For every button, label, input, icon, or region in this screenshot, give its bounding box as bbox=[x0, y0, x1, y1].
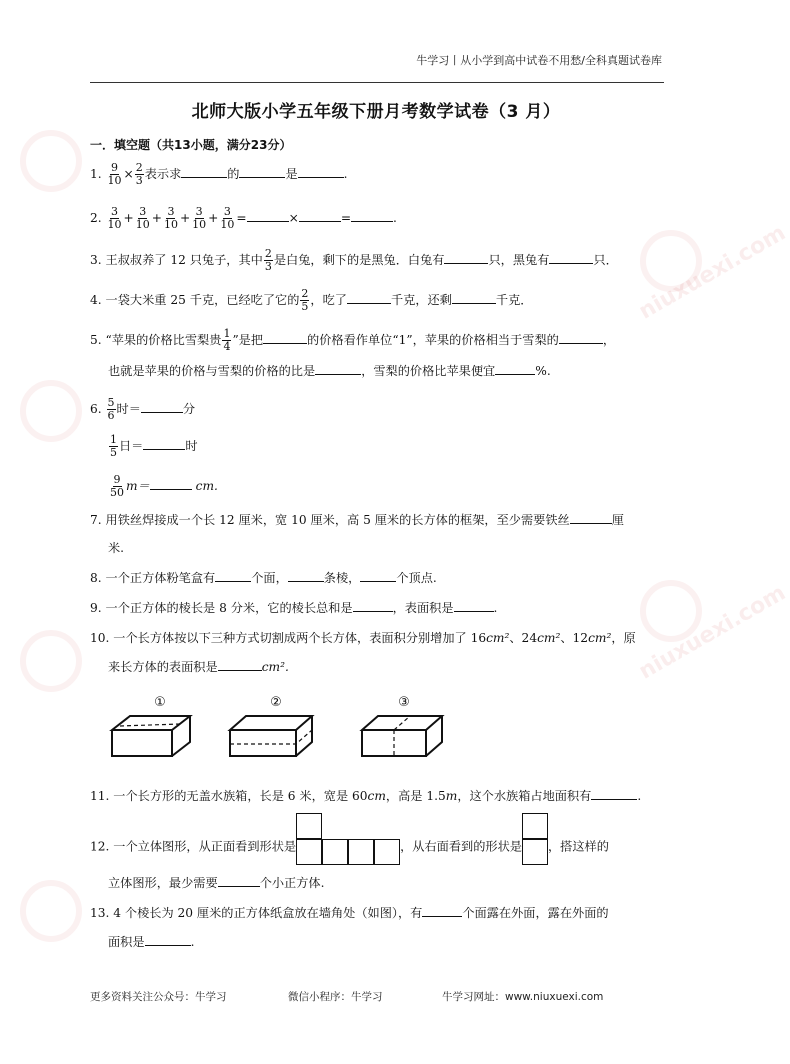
q2-end: . bbox=[393, 211, 397, 225]
answer-blank[interactable] bbox=[591, 787, 637, 800]
fraction: $\frac{2}{5}$ bbox=[301, 287, 309, 313]
q11-text-1: 一个长方形的无盖水族箱，长是 6 米，宽是 60 bbox=[113, 789, 368, 803]
q5-line2-text-3: %. bbox=[535, 364, 551, 378]
answer-blank[interactable] bbox=[218, 874, 260, 887]
watermark-text: niuxuexi.com bbox=[634, 580, 790, 685]
cutting-figure bbox=[106, 690, 446, 772]
answer-blank[interactable] bbox=[218, 658, 262, 671]
question-number: 10. bbox=[90, 631, 110, 645]
footer-wechat-account: 更多资料关注公众号：牛学习 bbox=[90, 991, 227, 1003]
question-6c bbox=[108, 474, 218, 499]
section-heading bbox=[90, 136, 291, 153]
box-2 bbox=[230, 695, 312, 756]
q6a-text: 时＝ bbox=[116, 402, 141, 416]
front-view-shape bbox=[296, 813, 400, 865]
q8-text-3: 条棱， bbox=[323, 571, 361, 585]
figure-label-2: ② bbox=[270, 695, 282, 710]
question-number: 9. bbox=[90, 601, 102, 615]
question-5-line-2 bbox=[108, 362, 551, 380]
shape-cell bbox=[374, 839, 400, 865]
question-12-line-2 bbox=[108, 874, 325, 892]
q6b-text: 日＝ bbox=[119, 439, 144, 453]
q9-text-1: 一个正方体的棱长是 8 分米，它的棱长总和是 bbox=[105, 601, 353, 615]
answer-blank[interactable] bbox=[288, 569, 324, 582]
q5-line2-text-2: ，雪梨的价格比苹果便宜 bbox=[361, 364, 496, 378]
question-number: 5. bbox=[90, 333, 102, 347]
q8-text-1: 一个正方体粉笔盒有 bbox=[105, 571, 216, 585]
footer-mini-program: 微信小程序：牛学习 bbox=[288, 991, 383, 1003]
answer-blank[interactable] bbox=[454, 599, 494, 612]
question-7-line-2 bbox=[108, 539, 124, 557]
answer-blank[interactable] bbox=[549, 251, 593, 264]
watermark-logo bbox=[640, 580, 702, 642]
watermark-logo bbox=[20, 630, 82, 692]
q1-end: . bbox=[343, 167, 348, 181]
answer-blank[interactable] bbox=[353, 599, 393, 612]
answer-blank[interactable] bbox=[444, 251, 488, 264]
question-number: 8. bbox=[90, 571, 102, 585]
shape-cell bbox=[322, 839, 348, 865]
fraction: $\frac{3}{10}$ bbox=[163, 205, 178, 231]
q8-text-4: 个顶点. bbox=[396, 571, 437, 585]
question-12 bbox=[90, 829, 609, 865]
question-number: 12. bbox=[90, 839, 110, 854]
fraction: $\frac{1}{5}$ bbox=[110, 433, 117, 459]
question-1 bbox=[90, 162, 348, 187]
q12-text-3: ，搭这样的 bbox=[547, 839, 609, 854]
answer-blank[interactable] bbox=[141, 400, 183, 413]
question-count: 13 bbox=[174, 138, 191, 152]
q13-text-2: 个面露在外面，露在外面的 bbox=[462, 906, 609, 920]
question-9 bbox=[90, 599, 497, 617]
section-score: 23 bbox=[250, 138, 268, 152]
q13-line2-text-2: . bbox=[190, 935, 195, 949]
page-header: 牛学习丨从小学到高中试卷不用愁/全科真题试卷库 bbox=[416, 54, 662, 67]
q3-text-3: 只，黑兔有 bbox=[488, 253, 550, 267]
footer-website: 牛学习网址：www.niuxuexi.com bbox=[442, 991, 604, 1003]
shape-cell bbox=[522, 839, 548, 865]
q3-text-4: 只． bbox=[593, 253, 618, 267]
figure-label-1: ① bbox=[154, 695, 166, 710]
q13-text-1: 4 个棱长为 20 厘米的正方体纸盒放在墙角处（如图），有 bbox=[113, 906, 423, 920]
fraction: $\frac{9}{50}$ bbox=[110, 473, 124, 499]
box-3 bbox=[362, 695, 442, 756]
q10-text-1: 一个长方体按以下三种方式切割成两个长方体，表面积分别增加了 16 bbox=[113, 631, 487, 645]
question-13-line-2 bbox=[108, 933, 194, 951]
fraction: $\frac{2}{3}$ bbox=[264, 247, 272, 273]
equals-sign: = bbox=[340, 211, 352, 225]
question-13 bbox=[90, 904, 609, 922]
q12-line2-text-1: 立体图形，最少需要 bbox=[108, 876, 218, 890]
q4-text-2: ，吃了 bbox=[310, 293, 347, 307]
answer-blank[interactable] bbox=[559, 331, 603, 344]
question-2 bbox=[90, 206, 397, 231]
section-end: 分） bbox=[267, 138, 292, 152]
answer-blank[interactable] bbox=[247, 209, 289, 222]
answer-blank[interactable] bbox=[347, 291, 391, 304]
fraction: $\frac{3}{10}$ bbox=[135, 205, 150, 231]
shape-cell bbox=[348, 839, 374, 865]
q3-text-2: 是白兔，剩下的是黑兔．白兔有 bbox=[273, 253, 445, 267]
figure-label-3: ③ bbox=[398, 695, 410, 710]
fraction: $\frac{5}{6}$ bbox=[107, 396, 115, 422]
times-sign: × bbox=[123, 167, 134, 181]
q7-text-2: 厘 bbox=[611, 513, 624, 527]
answer-blank[interactable] bbox=[215, 569, 251, 582]
q9-text-2: ，表面积是 bbox=[392, 601, 454, 615]
q1-text-3: 是 bbox=[285, 167, 298, 181]
answer-blank[interactable] bbox=[570, 511, 612, 524]
section-label: 一．填空题（共 bbox=[90, 138, 175, 152]
shape-cell bbox=[296, 839, 322, 865]
q10-text-4: ，原 bbox=[611, 631, 636, 645]
watermark-logo bbox=[20, 880, 82, 942]
q6a-unit: 分 bbox=[182, 402, 196, 416]
answer-blank[interactable] bbox=[181, 165, 227, 178]
q9-text-3: . bbox=[493, 601, 498, 615]
question-number: 3. bbox=[90, 253, 102, 267]
fraction: $\frac{3}{10}$ bbox=[107, 205, 122, 231]
question-number: 11. bbox=[90, 789, 110, 803]
question-number: 4. bbox=[90, 293, 102, 307]
fraction: $\frac{2}{3}$ bbox=[135, 161, 143, 187]
q12-text-1: 一个立体图形，从正面看到形状是 bbox=[113, 839, 297, 854]
watermark-logo bbox=[640, 230, 702, 292]
question-6b bbox=[108, 434, 198, 459]
q5-text-4: ， bbox=[602, 333, 616, 347]
q6b-unit: 时 bbox=[185, 439, 198, 453]
unit: cm² bbox=[486, 631, 510, 645]
answer-blank[interactable] bbox=[422, 904, 462, 917]
plus-sign: + bbox=[151, 211, 162, 225]
q5-text-3: 的价格看作单位“1”，苹果的价格相当于雪梨的 bbox=[307, 333, 559, 347]
answer-blank[interactable] bbox=[495, 362, 535, 375]
plus-sign: + bbox=[179, 211, 191, 225]
unit: m bbox=[445, 789, 458, 803]
shape-cell bbox=[296, 813, 322, 839]
fraction: $\frac{3}{10}$ bbox=[220, 205, 235, 231]
shape-cell bbox=[522, 813, 548, 839]
q6c-unit: cm. bbox=[195, 479, 218, 493]
right-view-shape bbox=[522, 813, 548, 865]
answer-blank[interactable] bbox=[263, 331, 307, 344]
unit: cm² bbox=[588, 631, 612, 645]
question-number: 6. bbox=[90, 402, 102, 416]
q5-text-2: ”是把 bbox=[232, 333, 264, 347]
q10-text-3: 、12 bbox=[560, 631, 589, 645]
question-number: 2. bbox=[90, 211, 102, 225]
question-number: 7. bbox=[90, 513, 102, 527]
q12-text-2: ，从右面看到的形状是 bbox=[400, 839, 522, 854]
header-divider bbox=[90, 82, 664, 83]
watermark-logo bbox=[20, 380, 82, 442]
q1-text-1: 表示求 bbox=[144, 167, 182, 181]
q4-text-1: 一袋大米重 25 千克，已经吃了它的 bbox=[105, 293, 300, 307]
unit: cm bbox=[367, 789, 386, 803]
fraction: $\frac{3}{10}$ bbox=[192, 205, 207, 231]
question-6a bbox=[90, 397, 195, 422]
answer-blank[interactable] bbox=[145, 933, 191, 946]
q5-line2-text-1: 也就是苹果的价格与雪梨的价格的比是 bbox=[108, 364, 316, 378]
page-title: 北师大版小学五年级下册月考数学试卷（3 月） bbox=[191, 102, 561, 122]
answer-blank[interactable] bbox=[360, 569, 396, 582]
q10-line2-text: 来长方体的表面积是 bbox=[108, 660, 218, 674]
unit: cm². bbox=[261, 660, 289, 674]
fraction: $\frac{9}{10}$ bbox=[107, 161, 122, 187]
q7-line2: 米. bbox=[108, 541, 125, 555]
times-sign: × bbox=[288, 211, 299, 225]
answer-blank[interactable] bbox=[150, 477, 192, 490]
plus-sign: + bbox=[208, 211, 219, 225]
answer-blank[interactable] bbox=[298, 165, 344, 178]
watermark-logo bbox=[20, 130, 82, 192]
q11-text-3: ，这个水族箱占地面积有 bbox=[457, 789, 592, 803]
question-7 bbox=[90, 511, 624, 529]
answer-blank[interactable] bbox=[452, 291, 496, 304]
q13-line2-text-1: 面积是 bbox=[108, 935, 145, 949]
q6c-text: m＝ bbox=[126, 479, 150, 493]
q12-line2-text-2: 个小正方体. bbox=[259, 876, 325, 890]
q10-text-2: 、24 bbox=[509, 631, 538, 645]
question-number: 1. bbox=[90, 167, 102, 181]
answer-blank[interactable] bbox=[143, 437, 185, 450]
answer-blank[interactable] bbox=[315, 362, 361, 375]
answer-blank[interactable] bbox=[239, 165, 285, 178]
question-4 bbox=[90, 288, 532, 313]
q11-text-2: ，高是 1.5 bbox=[385, 789, 446, 803]
answer-blank[interactable] bbox=[351, 209, 393, 222]
plus-sign: + bbox=[123, 211, 134, 225]
q4-text-3: 千克，还剩 bbox=[390, 293, 452, 307]
question-number: 13. bbox=[90, 906, 110, 920]
question-8 bbox=[90, 569, 437, 587]
question-11 bbox=[90, 787, 641, 805]
unit: cm² bbox=[537, 631, 561, 645]
question-10-line-2 bbox=[108, 658, 289, 676]
q11-text-4: . bbox=[637, 789, 642, 803]
question-3 bbox=[90, 248, 618, 273]
fraction: $\frac{1}{4}$ bbox=[223, 327, 231, 353]
q1-text-2: 的 bbox=[227, 167, 240, 181]
q3-text-1: 王叔叔养了 12 只兔子，其中 bbox=[105, 253, 263, 267]
box-1 bbox=[112, 695, 190, 756]
watermark-text: niuxuexi.com bbox=[634, 220, 790, 325]
section-mid: 小题，满分 bbox=[190, 138, 251, 152]
q7-text-1: 用铁丝焊接成一个长 12 厘米，宽 10 厘米，高 5 厘米的长方体的框架，至少需要铁丝 bbox=[105, 513, 570, 527]
equals-sign: = bbox=[236, 211, 247, 225]
q5-text-1: “苹果的价格比雪梨贵 bbox=[105, 333, 222, 347]
question-10 bbox=[90, 629, 636, 647]
q4-text-4: 千克． bbox=[495, 293, 533, 307]
q8-text-2: 个面， bbox=[251, 571, 288, 585]
answer-blank[interactable] bbox=[299, 209, 341, 222]
question-5 bbox=[90, 328, 615, 353]
